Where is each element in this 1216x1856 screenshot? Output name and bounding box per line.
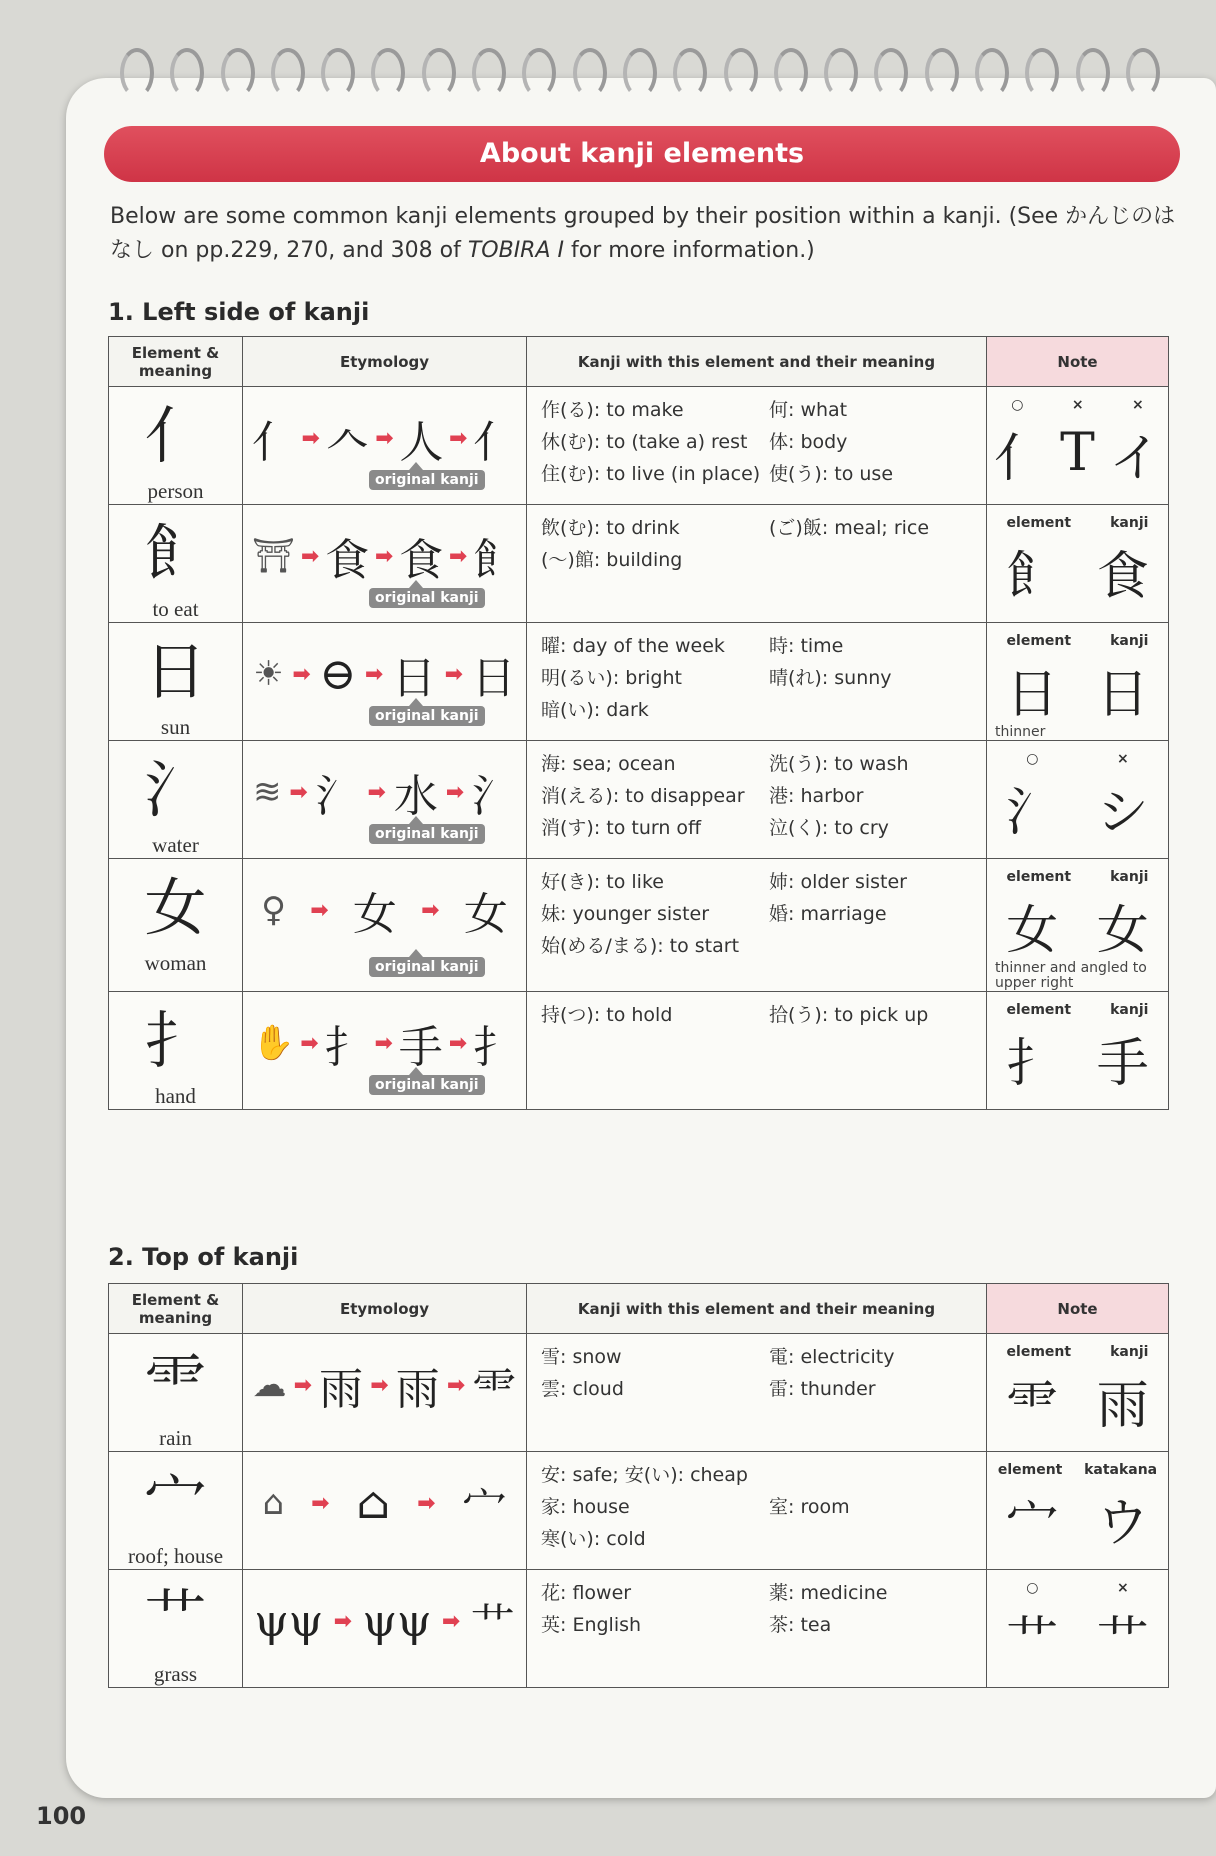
etymology-glyph: 扌 xyxy=(324,1022,369,1073)
note-char: 日 xyxy=(1006,664,1059,725)
element-meaning: woman xyxy=(144,951,207,975)
note-chars xyxy=(987,889,1168,961)
ring-icon xyxy=(422,48,456,98)
note-char: 食 xyxy=(1096,546,1149,607)
note-char: 日 xyxy=(1096,664,1149,725)
ring-icon xyxy=(1076,48,1110,98)
note-label: element xyxy=(1006,1344,1072,1360)
note-label: × xyxy=(1116,751,1129,767)
ring-icon xyxy=(271,48,305,98)
intro-part1: Below are some common kanji elements grouped by their position within a kanji. (See かんじのはなし on pp.229, 270, and 308 of xyxy=(110,204,1176,263)
etymology-glyph: 食 xyxy=(325,535,370,586)
kanji-entry: 飲(む): to drink xyxy=(541,517,680,539)
red-arrow-icon: ➡ xyxy=(311,1490,330,1516)
red-arrow-icon: ➡ xyxy=(293,1372,313,1398)
note-char: 亻 xyxy=(994,428,1047,489)
etymology-glyph: 食 xyxy=(399,535,444,586)
element-cell xyxy=(109,1334,243,1452)
ring-icon xyxy=(724,48,758,98)
note-label: × xyxy=(1116,1580,1129,1596)
note-chars xyxy=(987,1364,1168,1436)
kanji-list xyxy=(541,1344,976,1402)
ring-icon xyxy=(925,48,959,98)
note-label: element xyxy=(997,1462,1063,1478)
ring-icon xyxy=(874,48,908,98)
element-meaning: to eat xyxy=(152,597,199,621)
ring-icon xyxy=(1025,48,1059,98)
kanji-entry: 妹: younger sister xyxy=(541,903,710,925)
kanji-entry: 時: time xyxy=(769,635,844,657)
etymology-sequence xyxy=(243,1570,526,1650)
etymology-sequence xyxy=(243,623,526,703)
kanji-entry: 使(う): to use xyxy=(769,463,894,485)
red-arrow-icon: ➡ xyxy=(292,661,311,687)
note-cell xyxy=(987,992,1169,1110)
etymology-glyph: 亻 xyxy=(251,417,296,468)
note-cell xyxy=(987,1334,1169,1452)
etymology-picture: ☁ xyxy=(252,1365,287,1405)
ring-icon xyxy=(573,48,607,98)
kanji-list-cell xyxy=(527,623,987,741)
red-arrow-icon: ➡ xyxy=(448,425,468,451)
red-arrow-icon: ➡ xyxy=(444,661,464,687)
red-arrow-icon: ➡ xyxy=(446,1372,466,1398)
kanji-list xyxy=(541,1580,976,1638)
note-char: シ xyxy=(1096,782,1149,843)
kanji-entry: 消(える): to disappear xyxy=(541,785,745,807)
ring-icon xyxy=(371,48,405,98)
original-kanji-tag: original kanji xyxy=(369,588,485,608)
kanji-entry: 持(つ): to hold xyxy=(541,1004,673,1026)
element-cell xyxy=(109,992,243,1110)
etymology-glyph: 亻 xyxy=(473,417,518,468)
kanji-entry xyxy=(769,1526,976,1552)
red-arrow-icon: ➡ xyxy=(374,1030,393,1056)
etymology-glyph: 女 xyxy=(463,889,508,940)
ring-icon xyxy=(170,48,204,98)
red-arrow-icon: ➡ xyxy=(300,543,320,569)
note-chars xyxy=(987,771,1168,843)
kanji-entry: 作(る): to make xyxy=(541,399,684,421)
etymology-glyph: 雨 xyxy=(319,1364,364,1415)
etymology-picture: ✋ xyxy=(251,1023,295,1063)
note-label: × xyxy=(1132,397,1144,413)
element-meaning: person xyxy=(147,479,204,503)
etymology-glyph: 女 xyxy=(352,889,397,940)
table-row xyxy=(109,1334,1169,1452)
kanji-entry: 泣(く): to cry xyxy=(769,817,889,839)
kanji-entry: 室: room xyxy=(769,1496,850,1518)
note-label: element xyxy=(1006,1002,1072,1018)
note-chars xyxy=(987,417,1168,489)
red-arrow-icon: ➡ xyxy=(417,1490,436,1516)
note-char: 扌 xyxy=(1006,1033,1059,1094)
intro-book-title: TOBIRA I xyxy=(467,238,564,263)
element-glyph: 宀 xyxy=(144,1464,207,1537)
element-glyph: ⻗ xyxy=(144,1346,207,1419)
element-cell xyxy=(109,1452,243,1570)
ring-icon xyxy=(221,48,255,98)
note-labels xyxy=(987,1570,1168,1600)
kanji-entry: 好(き): to like xyxy=(541,871,664,893)
etymology-glyph: 雨 xyxy=(395,1364,440,1415)
red-arrow-icon: ➡ xyxy=(441,1608,461,1634)
red-arrow-icon: ➡ xyxy=(364,661,384,687)
kanji-entry: 晴(れ): sunny xyxy=(769,667,892,689)
red-arrow-icon: ➡ xyxy=(374,543,394,569)
red-arrow-icon: ➡ xyxy=(333,1608,353,1634)
ring-icon xyxy=(321,48,355,98)
note-cell xyxy=(987,623,1169,741)
note-labels xyxy=(987,859,1168,889)
kanji-list xyxy=(541,633,976,723)
table-row xyxy=(109,741,1169,859)
note-label: kanji xyxy=(1110,869,1149,885)
note-char: 艹 xyxy=(1006,1611,1059,1672)
red-arrow-icon: ➡ xyxy=(310,897,329,923)
note-caption: thinner xyxy=(995,724,1046,740)
note-label: ○ xyxy=(1011,397,1024,413)
header-etymology: Etymology xyxy=(243,337,527,387)
red-arrow-icon: ➡ xyxy=(370,1372,389,1398)
note-char: T xyxy=(1060,423,1095,483)
note-label: kanji xyxy=(1110,633,1149,649)
ring-icon xyxy=(975,48,1009,98)
kanji-entry: 休(む): to (take a) rest xyxy=(541,431,748,453)
element-meaning: roof; house xyxy=(127,1544,224,1568)
note-chars xyxy=(987,535,1168,607)
red-arrow-icon: ➡ xyxy=(301,425,320,451)
page-banner: About kanji elements xyxy=(104,126,1180,182)
note-char: 飠 xyxy=(1006,546,1059,607)
etymology-cell xyxy=(243,1334,527,1452)
kanji-entry: 消(す): to turn off xyxy=(541,817,702,839)
original-kanji-tag: original kanji xyxy=(369,1075,485,1095)
kanji-entry: 体: body xyxy=(769,431,848,453)
etymology-glyph: 水 xyxy=(393,771,438,822)
element-cell xyxy=(109,859,243,992)
etymology-cell xyxy=(243,623,527,741)
header-kanji: Kanji with this element and their meaning xyxy=(527,337,987,387)
etymology-glyph: 手 xyxy=(398,1022,443,1073)
kanji-list xyxy=(541,869,976,959)
element-glyph: 亻 xyxy=(144,399,207,472)
spiral-binding xyxy=(120,48,1160,108)
note-char: 女 xyxy=(1006,900,1059,961)
element-cell xyxy=(109,505,243,623)
kanji-entry: 家: house xyxy=(541,1496,630,1518)
etymology-picture: ⛩ xyxy=(251,536,296,576)
original-kanji-tag: original kanji xyxy=(369,470,485,490)
note-label: kanji xyxy=(1110,1344,1149,1360)
note-cell xyxy=(987,1570,1169,1688)
red-arrow-icon: ➡ xyxy=(448,1030,468,1056)
note-char: 手 xyxy=(1096,1033,1149,1094)
note-label: katakana xyxy=(1084,1462,1158,1478)
kanji-entry: 始(める/まる): to start xyxy=(541,935,740,957)
kanji-list-cell xyxy=(527,992,987,1110)
note-labels xyxy=(987,1334,1168,1364)
original-kanji-tag: original kanji xyxy=(369,824,485,844)
element-meaning: grass xyxy=(153,1662,198,1686)
section1-table xyxy=(108,336,1169,1110)
kanji-entry: 何: what xyxy=(769,399,848,421)
kanji-list-cell xyxy=(527,387,987,505)
note-label: kanji xyxy=(1110,1002,1149,1018)
original-kanji-tag: original kanji xyxy=(369,706,485,726)
note-labels xyxy=(987,1452,1168,1482)
intro-part2: for more information.) xyxy=(564,238,815,263)
ring-icon xyxy=(824,48,858,98)
element-cell xyxy=(109,1570,243,1688)
etymology-cell xyxy=(243,1570,527,1688)
etymology-sequence xyxy=(243,741,526,821)
red-arrow-icon: ➡ xyxy=(448,543,468,569)
table-row xyxy=(109,505,1169,623)
etymology-cell xyxy=(243,505,527,623)
header-element: Element & meaning xyxy=(109,337,243,387)
note-chars xyxy=(987,1600,1168,1672)
note-labels xyxy=(987,741,1168,771)
note-cell xyxy=(987,1452,1169,1570)
ring-icon xyxy=(623,48,657,98)
kanji-list-cell xyxy=(527,859,987,992)
intro-text xyxy=(110,200,1180,268)
kanji-entry: 安: safe; 安(い): cheap xyxy=(541,1464,748,1486)
etymology-picture: ⌂ xyxy=(262,1483,285,1523)
table-header-row xyxy=(109,1284,1169,1334)
note-label: ○ xyxy=(1026,751,1039,767)
note-label: element xyxy=(1006,633,1072,649)
red-arrow-icon: ➡ xyxy=(375,425,394,451)
etymology-glyph: 人 xyxy=(399,417,444,468)
page-number: 100 xyxy=(36,1802,87,1830)
etymology-glyph: 氵 xyxy=(315,771,360,822)
etymology-glyph: 宀 xyxy=(462,1482,507,1533)
section2-table xyxy=(108,1283,1169,1688)
section1-title: 1. Left side of kanji xyxy=(108,298,370,326)
kanji-entry: 港: harbor xyxy=(769,785,864,807)
note-chars xyxy=(987,1022,1168,1094)
table-row xyxy=(109,992,1169,1110)
header-note: Note xyxy=(987,337,1169,387)
note-cell xyxy=(987,387,1169,505)
original-kanji-tag: original kanji xyxy=(369,957,485,977)
note-labels xyxy=(987,623,1168,653)
kanji-entry: 英: English xyxy=(541,1614,642,1636)
table-header-row xyxy=(109,337,1169,387)
section2-title: 2. Top of kanji xyxy=(108,1243,299,1271)
kanji-entry: 海: sea; ocean xyxy=(541,753,676,775)
kanji-list xyxy=(541,1462,976,1552)
note-labels xyxy=(987,387,1168,417)
etymology-picture: ≋ xyxy=(252,772,282,812)
ring-icon xyxy=(522,48,556,98)
kanji-list-cell xyxy=(527,741,987,859)
etymology-glyph: ψψ xyxy=(254,1595,324,1647)
kanji-list xyxy=(541,515,976,573)
kanji-entry: 雪: snow xyxy=(541,1346,622,1368)
kanji-entry: 住(む): to live (in place) xyxy=(541,463,761,485)
note-labels xyxy=(987,505,1168,535)
kanji-list xyxy=(541,751,976,841)
element-cell xyxy=(109,387,243,505)
etymology-cell xyxy=(243,859,527,992)
kanji-entry: 洗(う): to wash xyxy=(769,753,909,775)
element-glyph: 氵 xyxy=(144,753,207,826)
kanji-list xyxy=(541,1002,976,1028)
etymology-sequence xyxy=(243,1334,526,1414)
etymology-cell xyxy=(243,387,527,505)
etymology-glyph: 日 xyxy=(391,653,436,704)
kanji-entry: 雲: cloud xyxy=(541,1378,624,1400)
kanji-entry: (～)館: building xyxy=(541,549,683,571)
red-arrow-icon: ➡ xyxy=(421,897,440,923)
table-row xyxy=(109,623,1169,741)
note-label: × xyxy=(1071,397,1084,413)
element-meaning: hand xyxy=(155,1084,196,1108)
element-meaning: water xyxy=(152,833,199,857)
kanji-entry: 花: flower xyxy=(541,1582,632,1604)
note-chars xyxy=(987,1482,1168,1554)
etymology-glyph: ⊖ xyxy=(319,648,357,700)
kanji-list-cell xyxy=(527,1570,987,1688)
element-cell xyxy=(109,741,243,859)
ring-icon xyxy=(1126,48,1160,98)
ring-icon xyxy=(472,48,506,98)
element-meaning: sun xyxy=(160,715,191,739)
kanji-list-cell xyxy=(527,505,987,623)
etymology-sequence xyxy=(243,505,526,585)
kanji-entry: 寒(い): cold xyxy=(541,1528,646,1550)
kanji-entry: 薬: medicine xyxy=(769,1582,888,1604)
etymology-glyph: 飠 xyxy=(473,535,518,586)
kanji-entry xyxy=(769,697,976,723)
table-row xyxy=(109,1452,1169,1570)
note-char: 氵 xyxy=(1006,782,1059,843)
etymology-sequence xyxy=(243,387,526,467)
kanji-entry: 拾(う): to pick up xyxy=(769,1004,929,1026)
kanji-entry xyxy=(769,933,976,959)
kanji-entry xyxy=(769,547,976,573)
note-char: ⻗ xyxy=(1006,1375,1059,1436)
etymology-glyph: 𠆢 xyxy=(325,417,370,468)
element-glyph: 扌 xyxy=(144,1004,207,1077)
header-element: Element & meaning xyxy=(109,1284,243,1334)
header-kanji: Kanji with this element and their meaning xyxy=(527,1284,987,1334)
etymology-picture: ♀ xyxy=(261,890,287,930)
table-row xyxy=(109,387,1169,505)
etymology-cell xyxy=(243,741,527,859)
red-arrow-icon: ➡ xyxy=(289,779,308,805)
etymology-glyph: 扌 xyxy=(473,1022,518,1073)
kanji-entry xyxy=(769,1462,976,1488)
element-glyph: 日 xyxy=(144,635,207,708)
note-char: 艹 xyxy=(1096,1611,1149,1672)
kanji-entry: 茶: tea xyxy=(769,1614,832,1636)
note-char: イ xyxy=(1108,428,1161,489)
note-labels xyxy=(987,992,1168,1022)
red-arrow-icon: ➡ xyxy=(367,779,386,805)
kanji-entry: 明(るい): bright xyxy=(541,667,682,689)
red-arrow-icon: ➡ xyxy=(445,779,465,805)
etymology-sequence xyxy=(243,1452,526,1532)
etymology-cell xyxy=(243,1452,527,1570)
etymology-glyph: 日 xyxy=(471,653,516,704)
kanji-entry: 雷: thunder xyxy=(769,1378,876,1400)
kanji-list xyxy=(541,397,976,487)
etymology-glyph: 氵 xyxy=(472,771,516,822)
note-cell xyxy=(987,505,1169,623)
etymology-glyph: ψψ xyxy=(362,1595,432,1647)
note-label: element xyxy=(1006,869,1072,885)
kanji-entry: 姉: older sister xyxy=(769,871,907,893)
etymology-glyph: 艹 xyxy=(470,1600,515,1651)
header-etymology: Etymology xyxy=(243,1284,527,1334)
element-glyph: 艹 xyxy=(144,1582,207,1655)
note-label: element xyxy=(1006,515,1072,531)
ring-icon xyxy=(673,48,707,98)
kanji-entry: (ご)飯: meal; rice xyxy=(769,517,930,539)
note-chars xyxy=(987,653,1168,725)
element-glyph: 女 xyxy=(144,871,207,944)
kanji-entry: 婚: marriage xyxy=(769,903,887,925)
etymology-sequence xyxy=(243,859,526,939)
kanji-entry: 電: electricity xyxy=(769,1346,895,1368)
element-cell xyxy=(109,623,243,741)
table-row xyxy=(109,859,1169,992)
element-glyph: 飠 xyxy=(144,517,207,590)
note-char: ウ xyxy=(1096,1493,1149,1554)
note-label: ○ xyxy=(1026,1580,1039,1596)
table-row xyxy=(109,1570,1169,1688)
kanji-entry: 暗(い): dark xyxy=(541,699,649,721)
etymology-cell xyxy=(243,992,527,1110)
note-char: 宀 xyxy=(1006,1493,1059,1554)
red-arrow-icon: ➡ xyxy=(300,1030,319,1056)
kanji-list-cell xyxy=(527,1452,987,1570)
kanji-list-cell xyxy=(527,1334,987,1452)
kanji-entry: 曜: day of the week xyxy=(541,635,725,657)
etymology-picture: ☀ xyxy=(253,654,284,694)
etymology-glyph: ⻗ xyxy=(472,1364,517,1415)
note-caption: thinner and angled to upper right xyxy=(995,960,1147,991)
ring-icon xyxy=(120,48,154,98)
note-char: 女 xyxy=(1096,900,1149,961)
note-cell xyxy=(987,741,1169,859)
note-cell xyxy=(987,859,1169,992)
ring-icon xyxy=(774,48,808,98)
element-meaning: rain xyxy=(159,1426,192,1450)
etymology-sequence xyxy=(243,992,526,1072)
etymology-glyph: ⌂ xyxy=(356,1477,391,1529)
header-note: Note xyxy=(987,1284,1169,1334)
note-char: 雨 xyxy=(1096,1375,1149,1436)
note-label: kanji xyxy=(1110,515,1149,531)
